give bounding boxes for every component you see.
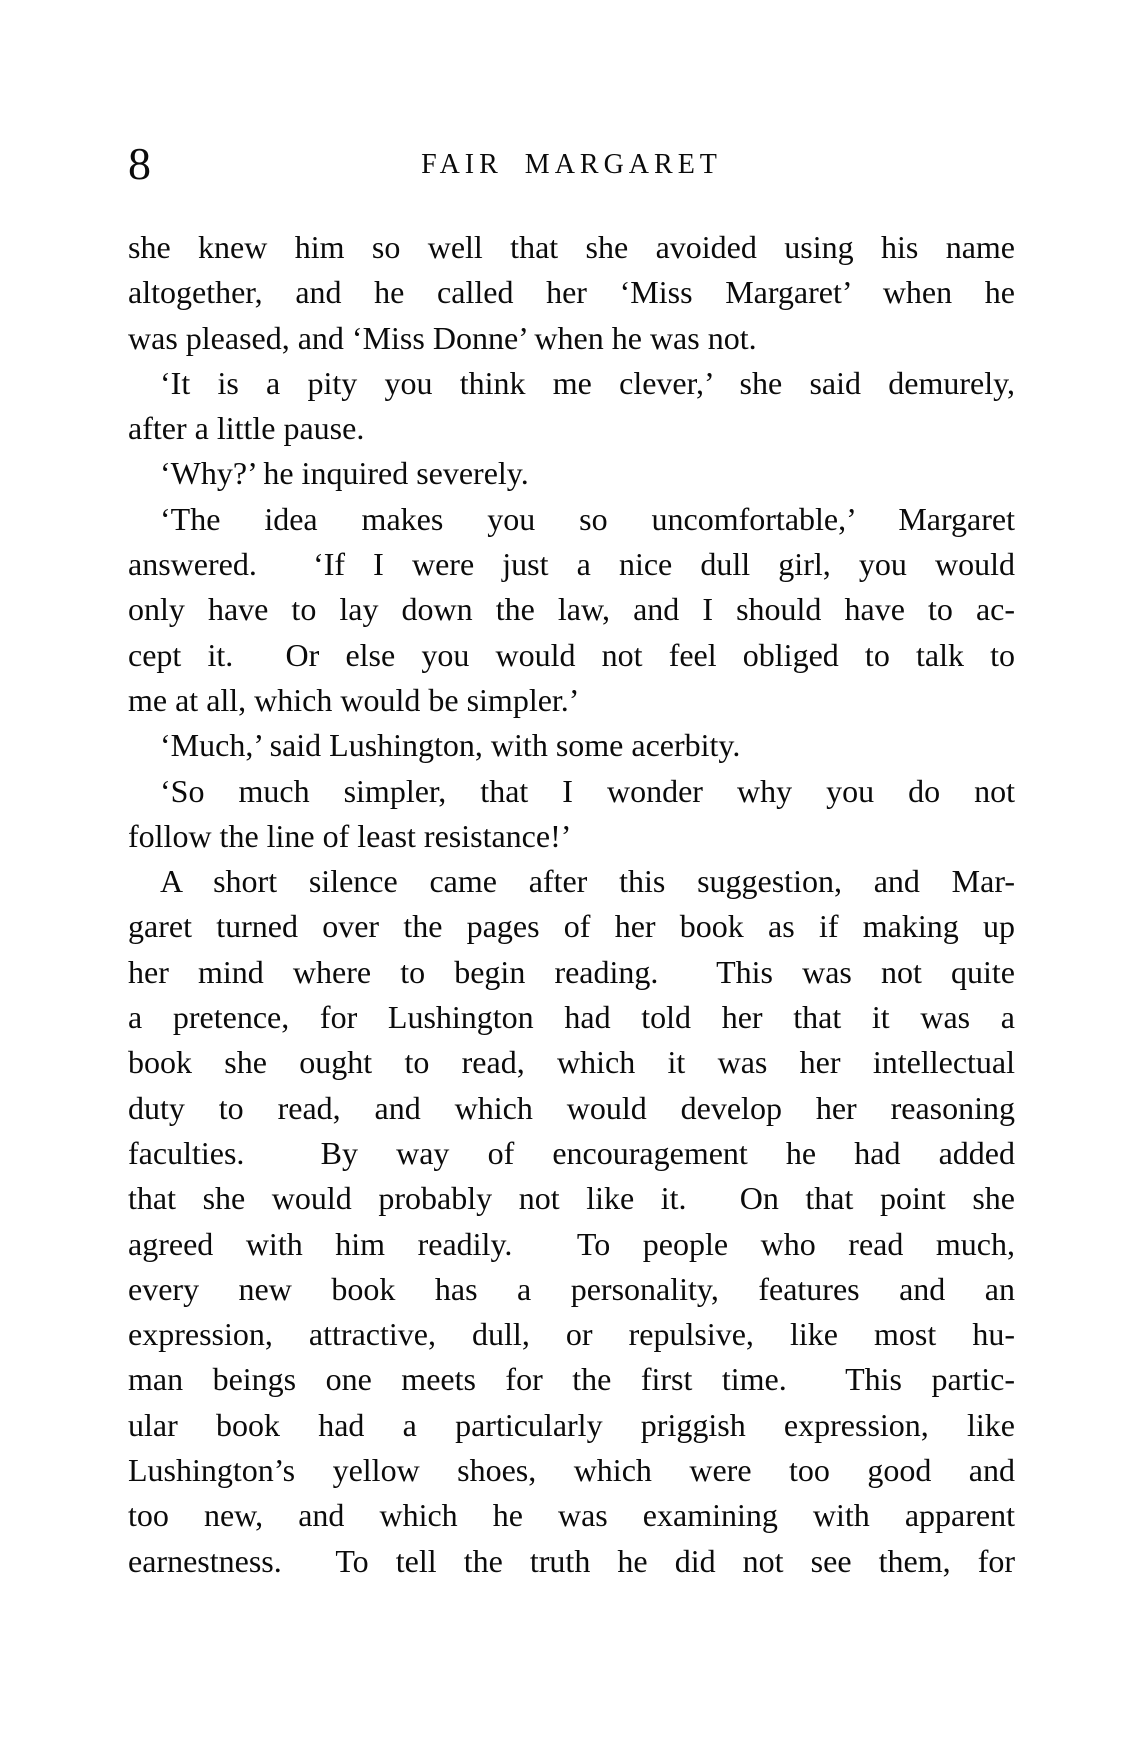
text-line: A short silence came after this suggestion, and Mar- bbox=[160, 863, 1015, 900]
text-line: cept it. Or else you would not feel obliged to talk to bbox=[128, 636, 1015, 673]
text-line: after a little pause. bbox=[128, 410, 365, 447]
text-line: ‘The idea makes you so uncomfortable,’ Margaret bbox=[160, 500, 1015, 537]
text-line: man beings one meets for the first time. This partic- bbox=[128, 1361, 1015, 1398]
text-line: ‘It is a pity you think me clever,’ she said demurely, bbox=[160, 364, 1015, 401]
text-line: faculties. By way of encouragement he had added bbox=[128, 1134, 1015, 1171]
text-line: ‘Much,’ said Lushington, with some acerbity. bbox=[160, 727, 741, 764]
text-line: me at all, which would be simpler.’ bbox=[128, 681, 580, 718]
text-line: that she would probably not like it. On that point she bbox=[128, 1180, 1015, 1217]
text-line: earnestness. To tell the truth he did not see them, for bbox=[128, 1542, 1015, 1579]
text-line: ‘So much simpler, that I wonder why you do not bbox=[160, 772, 1015, 809]
page-number: 8 bbox=[128, 138, 151, 189]
text-line: only have to lay down the law, and I should have to ac- bbox=[128, 591, 1015, 628]
text-line: ‘Why?’ he inquired severely. bbox=[160, 455, 529, 492]
text-line: was pleased, and ‘Miss Donne’ when he was not. bbox=[128, 319, 757, 356]
running-header-title: FAIR MARGARET bbox=[421, 149, 722, 180]
text-line: answered. ‘If I were just a nice dull girl, you would bbox=[128, 546, 1015, 583]
text-line: her mind where to begin reading. This was not quite bbox=[128, 953, 1015, 990]
text-line: she knew him so well that she avoided using his name bbox=[128, 229, 1015, 265]
text-line: agreed with him readily. To people who read much, bbox=[128, 1225, 1015, 1262]
text-line: too new, and which he was examining with apparent bbox=[128, 1497, 1015, 1534]
text-line: garet turned over the pages of her book as if making up bbox=[128, 908, 1015, 945]
text-line: Lushington’s yellow shoes, which were too good and bbox=[128, 1452, 1015, 1489]
text-line: expression, attractive, dull, or repulsive, like most hu- bbox=[128, 1316, 1015, 1353]
text-line: follow the line of least resistance!’ bbox=[128, 817, 572, 854]
text-line: every new book has a personality, features and an bbox=[128, 1270, 1015, 1307]
text-line: book she ought to read, which it was her intellectual bbox=[128, 1044, 1015, 1081]
body-text bbox=[128, 225, 1015, 1584]
text-line: ular book had a particularly priggish expression, like bbox=[128, 1406, 1015, 1443]
text-line: altogether, and he called her ‘Miss Margaret’ when he bbox=[128, 274, 1015, 311]
text-line: a pretence, for Lushington had told her that it was a bbox=[128, 999, 1015, 1036]
text-line: duty to read, and which would develop her reasoning bbox=[128, 1089, 1015, 1126]
